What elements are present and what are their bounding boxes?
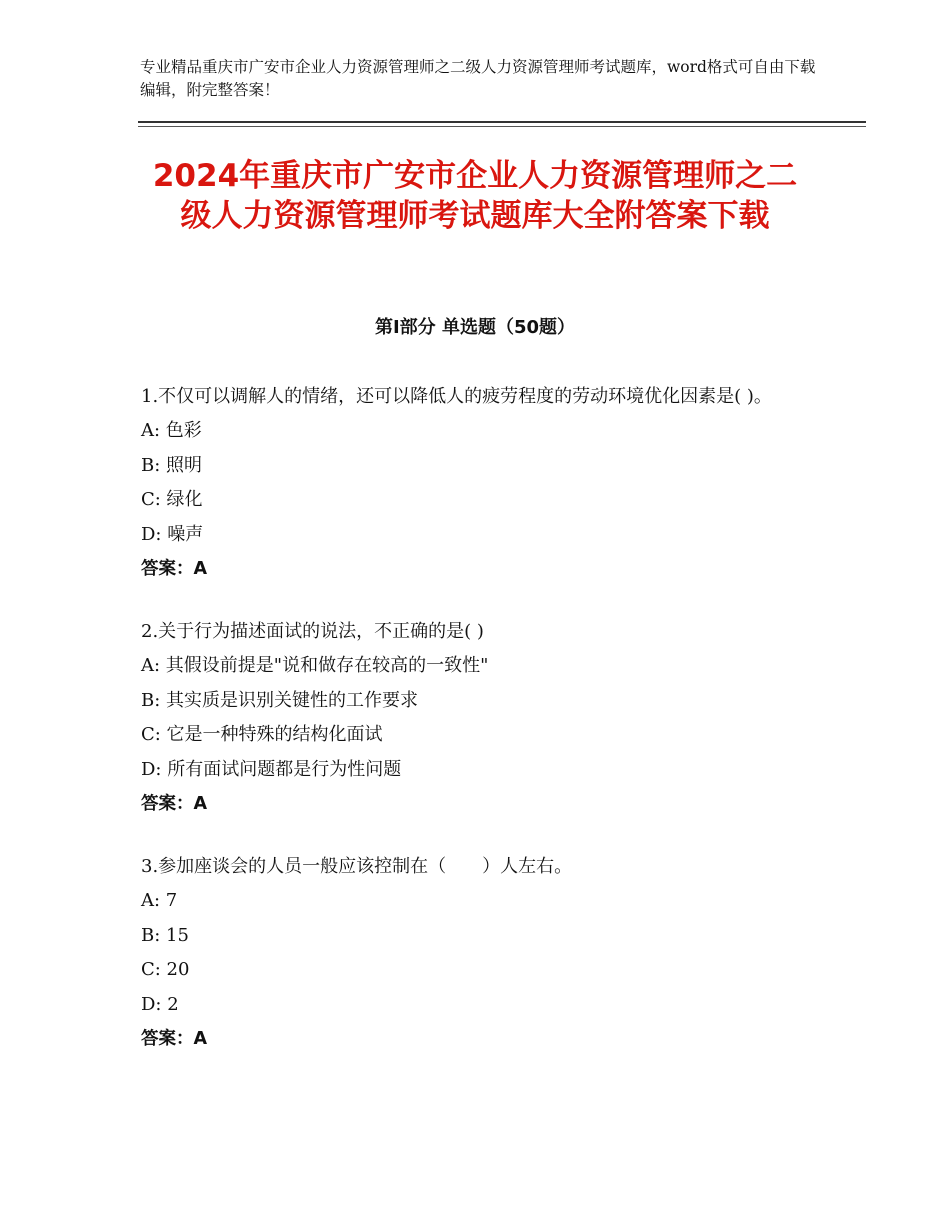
option-c: C: 绿化 <box>141 489 203 510</box>
question-list <box>141 380 821 1085</box>
answer-label: 答案：A <box>141 559 208 579</box>
question-3 <box>141 850 821 1056</box>
option-b: B: 15 <box>141 924 189 946</box>
section-title: 第Ⅰ部分 单选题（50题） <box>374 317 575 338</box>
option-a: A: 色彩 <box>141 420 202 441</box>
header-divider-thick <box>138 121 866 123</box>
option-d: D: 所有面试问题都是行为性问题 <box>141 758 402 780</box>
option-c: C: 20 <box>141 959 190 980</box>
option-b: B: 其实质是识别关键性的工作要求 <box>141 689 419 711</box>
question-1 <box>141 380 821 586</box>
answer-label: 答案：A <box>141 794 208 814</box>
option-b: B: 照明 <box>141 454 203 476</box>
option-d: D: 2 <box>141 993 179 1015</box>
question-stem: 1.不仅可以调解人的情绪，还可以降低人的疲劳程度的劳动环境优化因素是( )。 <box>141 386 772 407</box>
answer-label: 答案：A <box>141 1029 208 1049</box>
header-divider-thin <box>138 126 866 127</box>
option-d: D: 噪声 <box>141 523 204 545</box>
question-2 <box>141 615 821 821</box>
question-stem: 3.参加座谈会的人员一般应该控制在（ ）人左右。 <box>141 856 573 877</box>
question-stem: 2.关于行为描述面试的说法，不正确的是( ) <box>141 621 484 642</box>
document-title: 2024年重庆市广安市企业人力资源管理师之二级人力资源管理师考试题库大全附答案下载 <box>152 158 798 234</box>
header-note: 专业精品重庆市广安市企业人力资源管理师之二级人力资源管理师考试题库，word格式可自由下载编辑，附完整答案！ <box>140 58 816 99</box>
option-a: A: 其假设前提是"说和做存在较高的一致性" <box>141 655 489 676</box>
option-a: A: 7 <box>141 890 178 911</box>
option-c: C: 它是一种特殊的结构化面试 <box>141 724 383 745</box>
